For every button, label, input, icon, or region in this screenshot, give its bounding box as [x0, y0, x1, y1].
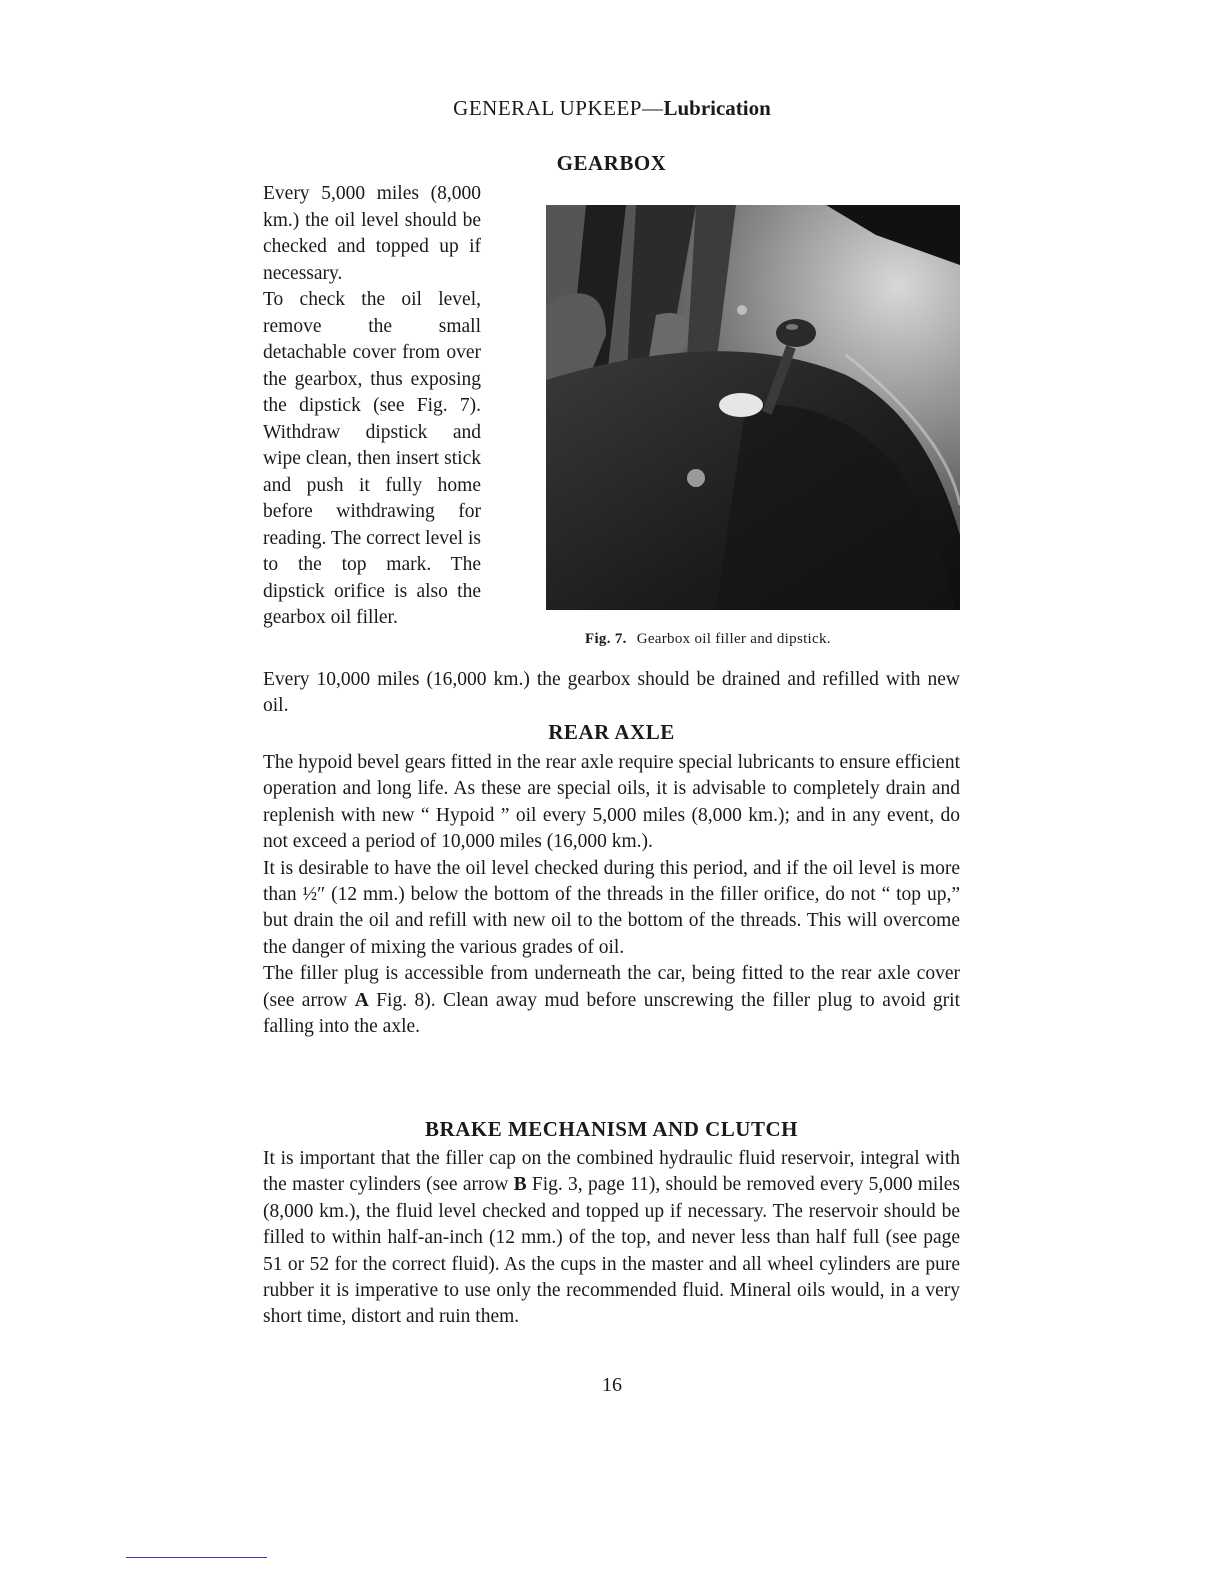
- rear-axle-section: [263, 750, 960, 1040]
- running-head-prefix: GENERAL UPKEEP—: [453, 96, 664, 120]
- brake-p1-b: Fig. 3, page 11), should be removed every 5,000 miles (8,000 km.), the fluid level checked and topped up if necessary. The reservoir should be filled to within half-an-inch (12 mm.) of the top, and never less than half full (see page 51 or 52 for the correct fluid). As the cups in the master and all wheel cylinders are pure rubber it is imperative to use only the recommended fluid. Mineral oils would, in a very short time, distort and ruin them.: [263, 1174, 960, 1328]
- footnote-rule: [126, 1557, 267, 1558]
- brake-heading: BRAKE MECHANISM AND CLUTCH: [425, 1117, 798, 1141]
- brake-p1-a: It is important that the filler cap on the combined hydraulic fluid reservoir, integral with the master cylinders (see arrow: [263, 1148, 960, 1196]
- figure-caption-text: Gearbox oil filler and dipstick.: [636, 631, 831, 647]
- arrow-a-label: A: [354, 989, 369, 1011]
- rear-axle-heading: REAR AXLE: [548, 720, 675, 744]
- running-head: [0, 96, 1224, 121]
- rear-axle-paragraph-1: The hypoid bevel gears fitted in the rear axle require special lubricants to ensure efficient operation and long life. As these are special oils, it is advisable to completely drain and replenish with new “ Hypoid ” oil every 5,000 miles (8,000 km.); and in any event, do not exceed a period of 10,000 miles (16,000 km.).: [263, 752, 960, 853]
- figure-label: Fig. 7.: [585, 631, 627, 647]
- figure-caption: [585, 631, 925, 648]
- gearbox-heading: GEARBOX: [556, 151, 667, 175]
- brake-section: [263, 1146, 960, 1331]
- gearbox-photo: [546, 205, 960, 610]
- gearbox-left-column: [263, 181, 481, 632]
- rear-axle-p3-a: The filler plug is accessible from underneath the car, being fitted to the rear axle cover (see arrow: [263, 963, 960, 1011]
- running-head-bold: Lubrication: [663, 96, 771, 120]
- page-number: 16: [602, 1374, 622, 1396]
- gearbox-drain-paragraph: [263, 667, 960, 720]
- rear-axle-paragraph-2: It is desirable to have the oil level checked during this period, and if the oil level is more than ½″ (12 mm.) below the bottom of the threads in the filler orifice, do not “ top up,” but drain the oil and refill with new oil to the bottom of the threads. This will overcome the danger of mixing the various grades of oil.: [263, 857, 960, 958]
- arrow-b-label: B: [513, 1174, 527, 1196]
- gearbox-photo-illustration: [546, 205, 960, 610]
- gearbox-after-figure: Every 10,000 miles (16,000 km.) the gearbox should be drained and refilled with new oil.: [263, 669, 960, 717]
- gearbox-paragraph-1: Every 5,000 miles (8,000 km.) the oil level should be checked and topped up if necessary.: [263, 183, 481, 284]
- rear-axle-p3-b: Fig. 8). Clean away mud before unscrewing the filler plug to avoid grit falling into the axle.: [263, 989, 960, 1038]
- rear-axle-paragraph-3: [263, 961, 960, 1040]
- brake-paragraph-1: [263, 1146, 960, 1331]
- gearbox-paragraph-2: To check the oil level, remove the small detachable cover from over the gearbox, thus exposing the dipstick (see Fig. 7). Withdraw dipstick and wipe clean, then insert stick and push it fully home before withdrawing for reading. The correct level is to the top mark. The dipstick orifice is also the gearbox oil filler.: [263, 289, 481, 628]
